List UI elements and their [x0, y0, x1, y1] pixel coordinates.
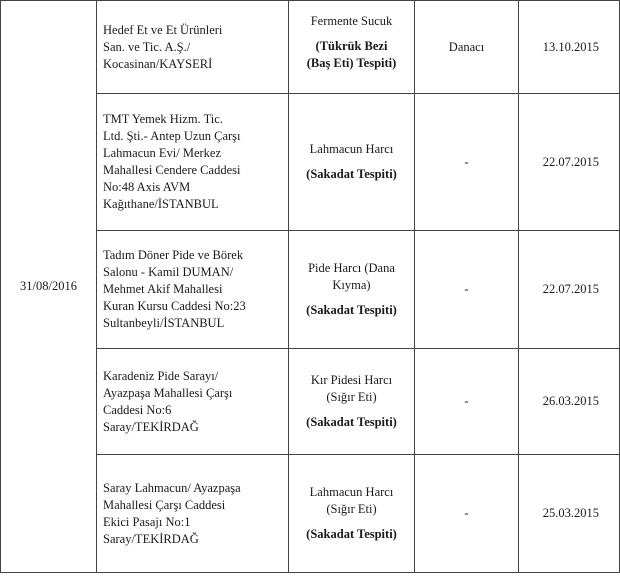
firm-line: Ltd. Şti.- Antep Uzun Çarşı	[103, 129, 241, 143]
species-value: -	[464, 282, 469, 296]
firm-line: Saray Lahmacun/ Ayazpaşa	[103, 480, 241, 495]
finding-line: (Baş Eti) Tespiti)	[306, 56, 397, 70]
species-cell	[415, 1, 519, 94]
product-name: Pide Harcı (Dana	[308, 261, 395, 275]
firm-line: San. ve Tic. A.Ş./	[103, 39, 191, 54]
test-date: 13.10.2015	[542, 39, 599, 54]
product-cell	[289, 94, 415, 231]
species-value: -	[464, 154, 469, 169]
species-cell	[415, 455, 519, 573]
firm-line: Saray/TEKİRDAĞ	[103, 419, 199, 434]
firm-line: Tadım Döner Pide ve Börek	[103, 248, 244, 262]
product-name-cont: (Sığır Eti)	[326, 502, 377, 516]
product-name: Fermente Sucuk	[310, 14, 393, 28]
announcement-date: 31/08/2016	[20, 279, 77, 293]
firm-cell	[97, 1, 289, 94]
finding-line: (Sakadat Tespiti)	[306, 167, 397, 181]
finding-line: (Sakadat Tespiti)	[306, 303, 397, 317]
species-cell	[415, 349, 519, 455]
firm-line: Lahmacun Evi/ Merkez	[103, 146, 222, 160]
firm-cell	[97, 455, 289, 573]
finding-line: (Sakadat Tespiti)	[306, 527, 397, 541]
firm-line: Ayazpaşa Mahallesi Çarşı	[103, 385, 233, 400]
firm-line: Kuran Kursu Caddesi No:23	[103, 299, 246, 313]
product-cell	[289, 231, 415, 349]
product-cell	[289, 1, 415, 94]
firm-line: Kocasinan/KAYSERİ	[103, 56, 213, 71]
test-date-cell	[519, 1, 620, 94]
product-cell	[289, 349, 415, 455]
finding-line: (Sakadat Tespiti)	[306, 415, 397, 429]
test-date: 25.03.2015	[542, 506, 599, 520]
product-name-cont: (Sığır Eti)	[326, 390, 377, 404]
firm-line: Mehmet Akif Mahallesi	[103, 282, 223, 296]
firm-line: Mahallesi Cendere Caddesi	[103, 163, 241, 177]
test-date: 22.07.2015	[542, 154, 599, 169]
product-name-cont: Kıyma)	[332, 278, 371, 292]
firm-cell	[97, 94, 289, 231]
test-date-cell	[519, 94, 620, 231]
firm-line: Ekici Pasajı No:1	[103, 514, 191, 529]
firm-line: Salonu - Kamil DUMAN/	[103, 265, 234, 279]
date-cell	[1, 1, 97, 573]
test-date-cell	[519, 231, 620, 349]
firm-line: Saray/TEKİRDAĞ	[103, 531, 199, 546]
product-name: Lahmacun Harcı	[309, 485, 394, 499]
firm-cell	[97, 231, 289, 349]
test-date: 26.03.2015	[542, 394, 599, 408]
firm-line: Sultanbeyli/İSTANBUL	[103, 316, 225, 330]
species-value: -	[464, 394, 469, 408]
species-value: -	[464, 506, 469, 520]
species-value: Danacı	[448, 39, 485, 54]
firm-line: TMT Yemek Hizm. Tic.	[103, 112, 223, 126]
product-name: Kır Pidesi Harcı	[310, 373, 393, 387]
species-cell	[415, 94, 519, 231]
firm-line: No:48 Axis AVM	[103, 180, 191, 194]
table-row	[1, 1, 620, 94]
firm-line: Kağıthane/İSTANBUL	[103, 197, 219, 211]
firm-line: Mahallesi Çarşı Caddesi	[103, 497, 226, 512]
species-cell	[415, 231, 519, 349]
test-date-cell	[519, 349, 620, 455]
product-cell	[289, 455, 415, 573]
firm-line: Karadeniz Pide Sarayı/	[103, 368, 219, 383]
test-date: 22.07.2015	[542, 282, 599, 296]
firm-cell	[97, 349, 289, 455]
finding-line: (Tükrük Bezi	[315, 39, 388, 53]
test-date-cell	[519, 455, 620, 573]
firm-line: Hedef Et ve Et Ürünleri	[103, 22, 223, 37]
product-name: Lahmacun Harcı	[309, 142, 394, 156]
firm-line: Caddesi No:6	[103, 402, 172, 417]
